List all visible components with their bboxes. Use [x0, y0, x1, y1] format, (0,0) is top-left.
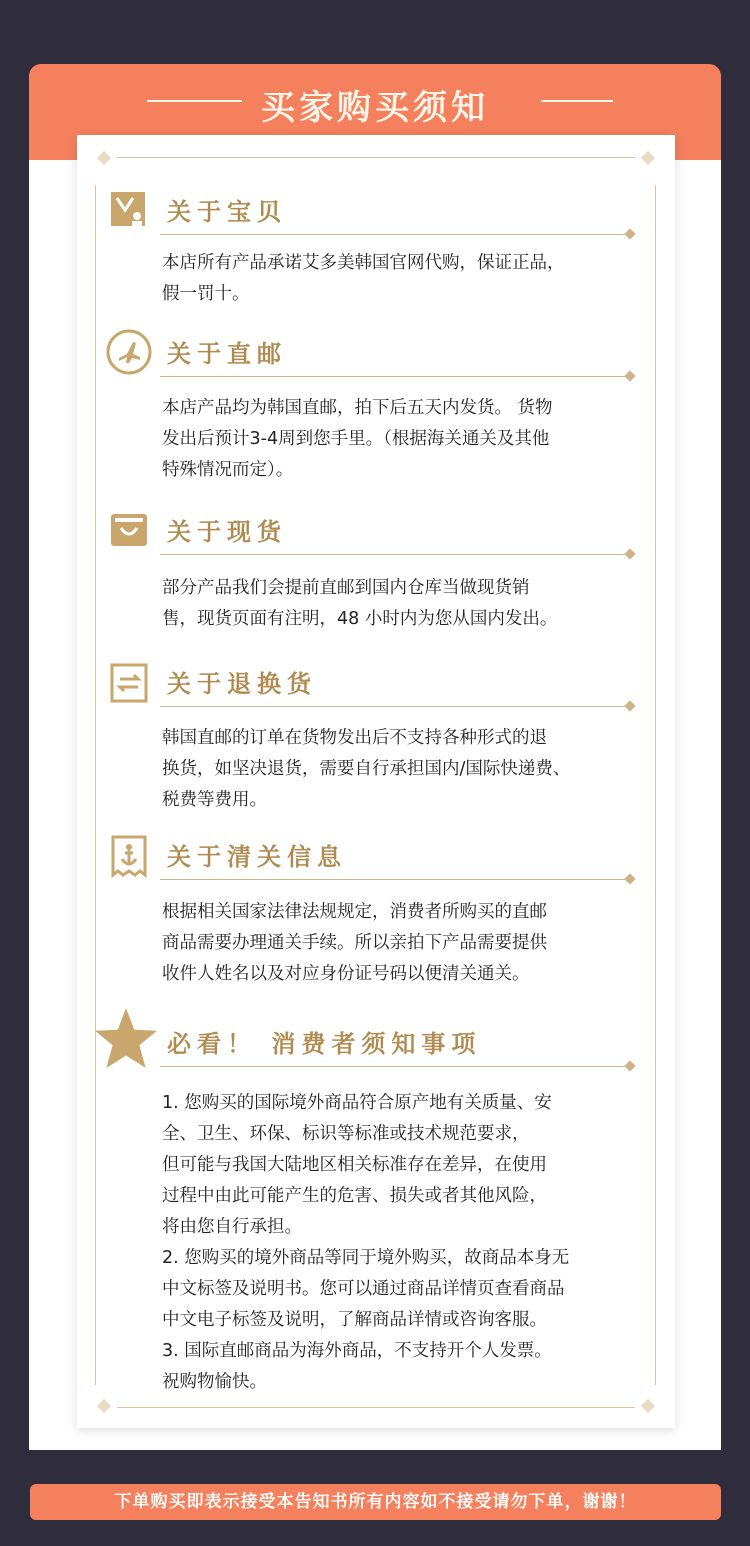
header	[29, 64, 721, 144]
text-line: 过程中由此可能产生的危害、损失或者其他风险，	[162, 1186, 547, 1206]
section-title: 关于退换货	[167, 669, 317, 698]
text-line: 全、卫生、环保、标识等标准或技术规范要求，	[162, 1124, 530, 1144]
page-title: 买家购买须知	[261, 88, 489, 128]
section-title: 关于直邮	[167, 339, 287, 368]
section-header	[105, 833, 645, 879]
text-line: 发出后预计3-4周到您手里。（根据海关通关及其他	[162, 429, 550, 449]
text-line: 中文电子标签及说明，了解商品详情或咨询客服。	[162, 1310, 547, 1330]
section-divider	[160, 1066, 630, 1067]
text-line: 中文标签及说明书。您可以通过商品详情页查看商品	[162, 1279, 565, 1299]
customs-receipt-icon	[105, 831, 149, 879]
text-line: 特殊情况而定）。	[162, 460, 294, 480]
text-line: 韩国直邮的订单在货物发出后不支持各种形式的退	[162, 728, 547, 748]
text-line: 部分产品我们会提前直邮到国内仓库当做现货销	[162, 578, 530, 598]
section-header	[105, 330, 645, 376]
shop-bag-icon	[105, 508, 149, 552]
paper-border-left	[95, 185, 96, 1385]
section-text	[162, 248, 637, 310]
section-divider	[160, 879, 630, 880]
paper-border-top	[117, 157, 635, 158]
section-direct-mail	[105, 330, 645, 480]
text-line: 假一罚十。	[162, 284, 250, 304]
section-text	[162, 393, 637, 486]
text-line: 本店所有产品承诺艾多美韩国官网代购，保证正品，	[162, 253, 565, 273]
text-line: 根据相关国家法律法规规定，消费者所购买的直邮	[162, 902, 547, 922]
section-customs	[105, 833, 645, 984]
text-line: 换货，如坚决退货，需要自行承担国内/国际快递费、	[162, 759, 571, 779]
section-title: 关于现货	[167, 517, 287, 546]
section-header	[105, 1020, 645, 1066]
text-line: 售，现货页面有注明，48 小时内为您从国内发出。	[162, 609, 558, 629]
section-text	[162, 723, 637, 816]
section-title: 必看！ 消费者须知事项	[167, 1029, 482, 1058]
section-divider	[160, 706, 630, 707]
corner-ornament	[97, 1399, 111, 1413]
text-line: 商品需要办理通关手续。所以亲拍下产品需要提供	[162, 933, 547, 953]
section-in-stock	[105, 508, 645, 629]
corner-ornament	[641, 151, 655, 165]
star-icon	[93, 1006, 159, 1072]
section-text	[162, 573, 637, 635]
airplane-icon	[105, 328, 153, 376]
shopping-bag-icon	[105, 188, 149, 232]
paper-border-right	[655, 185, 656, 1385]
section-returns	[105, 660, 645, 810]
paper-border-bottom	[117, 1407, 635, 1408]
text-line: 本店产品均为韩国直邮，拍下后五天内发货。 货物	[162, 398, 553, 418]
text-line: 3. 国际直邮商品为海外商品，不支持开个人发票。	[162, 1341, 552, 1361]
text-line: 但可能与我国大陆地区相关标准存在差异，在使用	[162, 1155, 547, 1175]
section-title: 关于宝贝	[167, 197, 287, 226]
section-divider	[160, 376, 630, 377]
footer-notice: 下单购买即表示接受本告知书所有内容如不接受请勿下单，谢谢！	[30, 1484, 721, 1520]
section-text	[162, 897, 637, 990]
corner-ornament	[641, 1399, 655, 1413]
section-text	[162, 1088, 642, 1398]
exchange-icon	[105, 660, 149, 704]
text-line: 祝购物愉快。	[162, 1372, 267, 1392]
section-divider	[160, 234, 630, 235]
section-product	[105, 188, 645, 304]
section-title: 关于清关信息	[167, 842, 347, 871]
text-line: 收件人姓名以及对应身份证号码以便清关通关。	[162, 964, 530, 984]
text-line: 1. 您购买的国际境外商品符合原产地有关质量、安	[162, 1093, 552, 1113]
section-header	[105, 660, 645, 706]
section-must-read	[105, 1020, 645, 1392]
section-header	[105, 188, 645, 234]
text-line: 2. 您购买的境外商品等同于境外购买，故商品本身无	[162, 1248, 570, 1268]
section-divider	[160, 554, 630, 555]
corner-ornament	[97, 151, 111, 165]
section-header	[105, 508, 645, 554]
text-line: 将由您自行承担。	[162, 1217, 302, 1237]
text-line: 税费等费用。	[162, 790, 267, 810]
